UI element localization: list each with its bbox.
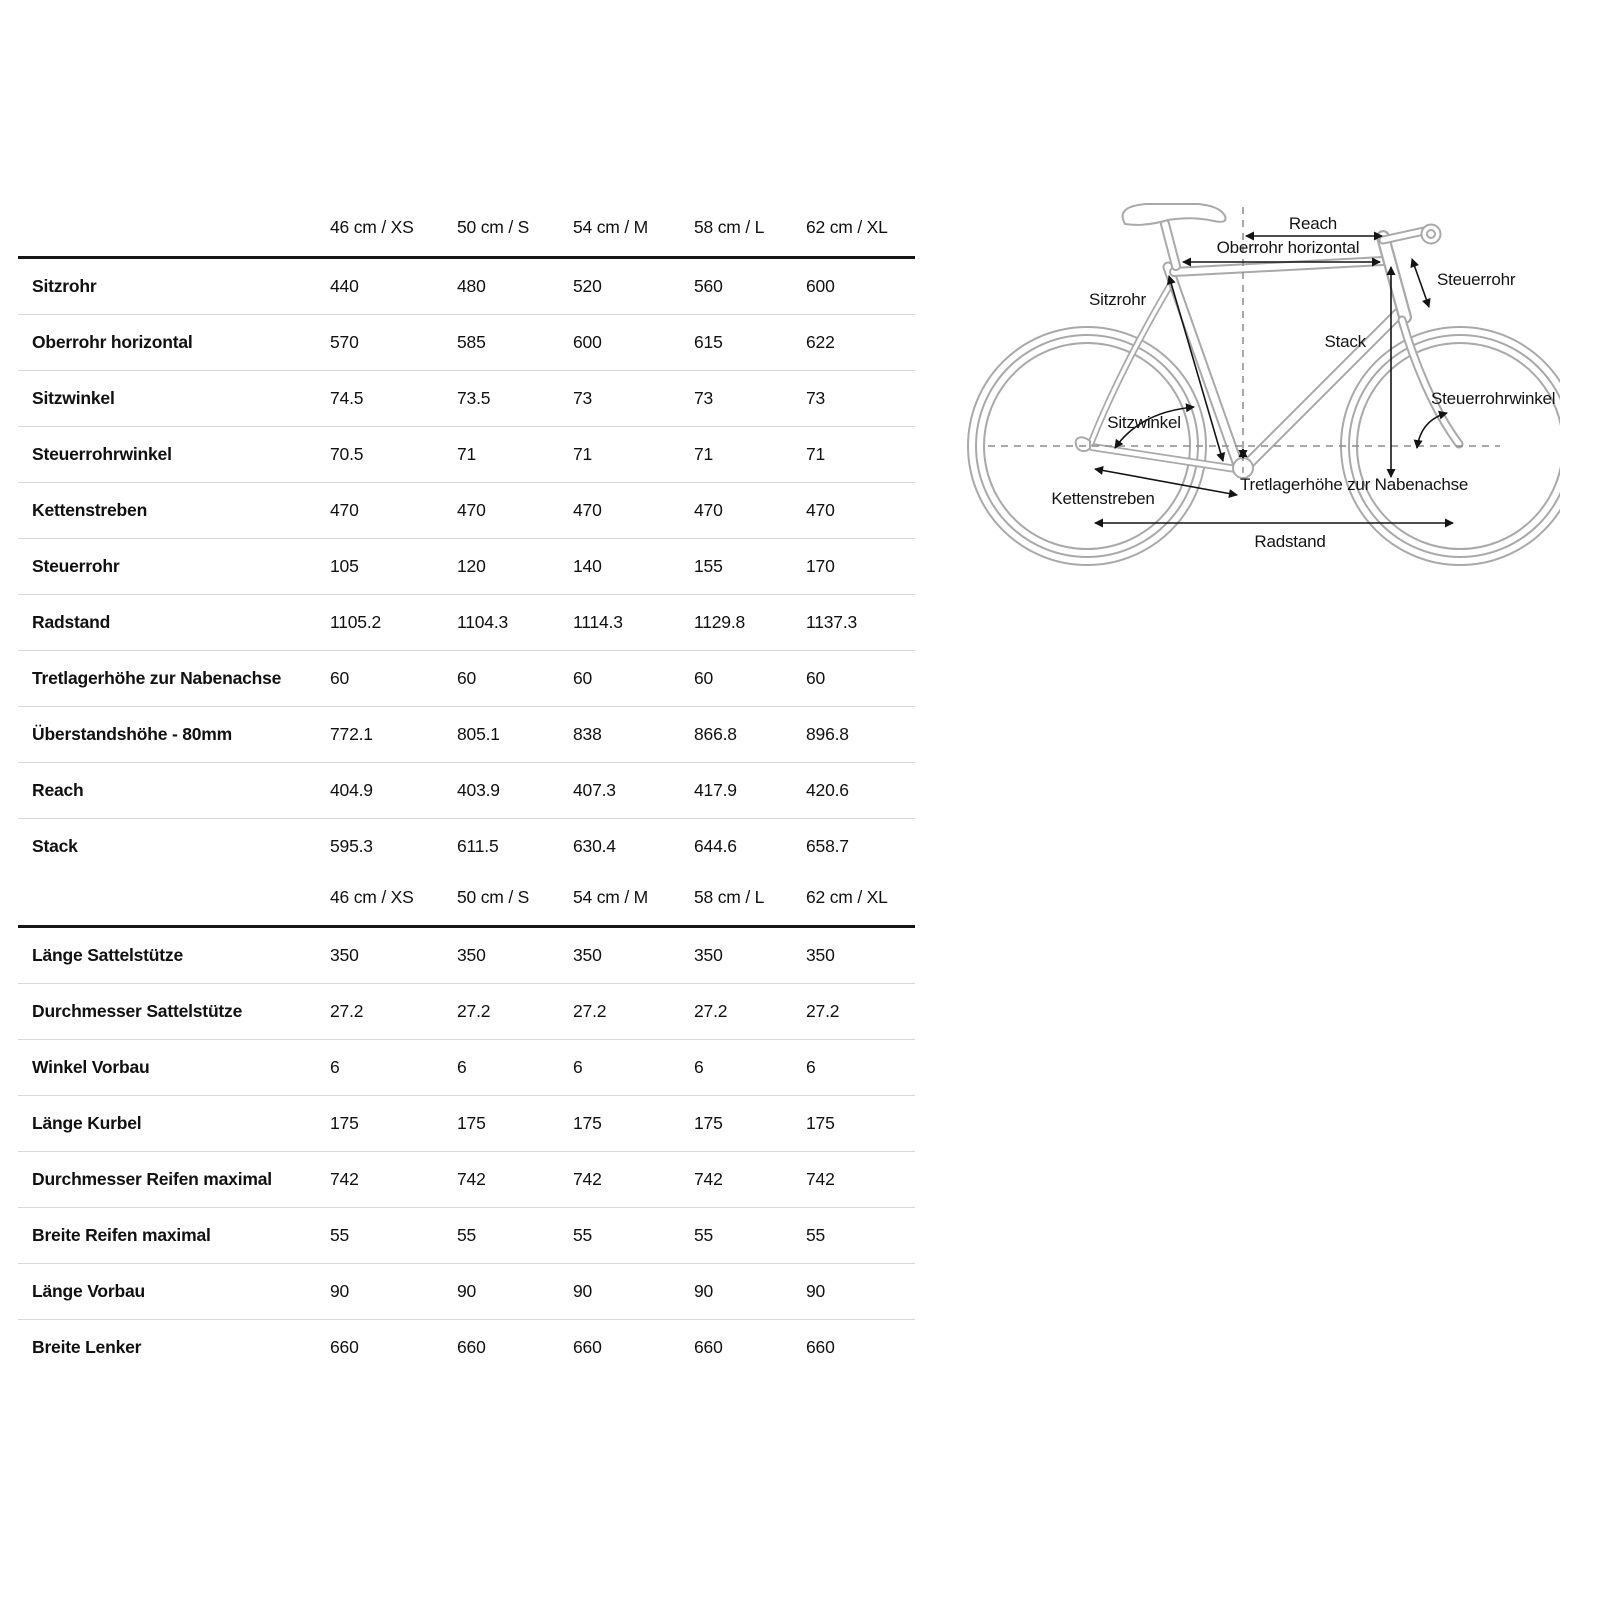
row-value: 660	[573, 1337, 602, 1357]
row-label: Durchmesser Sattelstütze	[32, 1001, 243, 1021]
row-value: 1114.3	[573, 612, 623, 632]
row-value: 350	[694, 945, 723, 965]
row-value: 90	[457, 1281, 477, 1301]
row-value: 350	[573, 945, 602, 965]
row-value: 73	[694, 388, 714, 408]
row-label: Oberrohr horizontal	[32, 332, 193, 352]
row-label: Breite Lenker	[32, 1337, 142, 1357]
rear-dropout-icon	[1076, 437, 1090, 451]
bike-geometry-diagram	[940, 185, 1560, 665]
table-row-sitzrohr	[18, 259, 915, 315]
row-value: 6	[694, 1057, 704, 1077]
row-value: 55	[694, 1225, 714, 1245]
row-label: Winkel Vorbau	[32, 1057, 150, 1077]
row-value: 71	[573, 444, 593, 464]
row-value: 470	[573, 500, 602, 520]
row-label: Überstandshöhe - 80mm	[32, 724, 233, 744]
table-row-breite-reifen	[18, 1208, 915, 1264]
row-value: 660	[330, 1337, 359, 1357]
row-value: 90	[806, 1281, 826, 1301]
row-value: 615	[694, 332, 723, 352]
size-col-header-m: 54 cm / M	[573, 216, 649, 237]
diagram-label-reach: Reach	[1288, 214, 1338, 233]
row-value: 170	[806, 556, 835, 576]
table-row-winkel-vorbau	[18, 1040, 915, 1096]
row-label: Kettenstreben	[32, 500, 148, 520]
row-value: 838	[573, 724, 602, 744]
table-row-tretlagerhoehe	[18, 651, 915, 707]
diagram-label-steuerrohr: Steuerrohr	[1437, 270, 1516, 289]
row-value: 60	[573, 668, 593, 688]
row-value: 90	[694, 1281, 714, 1301]
row-value: 600	[573, 332, 602, 352]
row-value: 55	[573, 1225, 593, 1245]
row-value: 470	[694, 500, 723, 520]
row-value: 55	[330, 1225, 350, 1245]
row-label: Durchmesser Reifen maximal	[32, 1169, 272, 1189]
row-value: 73	[806, 388, 826, 408]
table-row-oberrohr	[18, 315, 915, 371]
row-value: 71	[806, 444, 826, 464]
row-label: Steuerrohrwinkel	[32, 444, 172, 464]
size-col-header-xs: 46 cm / XS	[330, 887, 414, 907]
geometry-table-frame	[18, 198, 915, 874]
table-row-durchmesser-sattelstuetze	[18, 984, 915, 1040]
row-value: 896.8	[806, 724, 849, 744]
row-value: 6	[573, 1057, 583, 1077]
row-value: 175	[573, 1113, 602, 1133]
row-value: 520	[573, 276, 602, 296]
row-value: 560	[694, 276, 723, 296]
row-value: 470	[330, 500, 359, 520]
row-value: 417.9	[694, 780, 737, 800]
row-value: 73	[573, 388, 593, 408]
row-value: 1105.2	[330, 612, 382, 632]
row-value: 440	[330, 276, 359, 296]
diagram-label-tretlagerhoehe: Tretlagerhöhe zur Nabenachse	[1240, 475, 1469, 494]
steuerrohr-arrow	[1412, 259, 1429, 307]
row-label: Länge Vorbau	[32, 1281, 145, 1301]
row-value: 27.2	[573, 1001, 607, 1021]
row-value: 175	[806, 1113, 835, 1133]
row-value: 470	[806, 500, 835, 520]
row-value: 866.8	[694, 724, 737, 744]
diagram-label-radstand: Radstand	[1254, 532, 1326, 551]
row-value: 175	[457, 1113, 486, 1133]
row-label: Sitzwinkel	[32, 388, 115, 408]
geometry-table-components	[18, 870, 915, 1375]
table-row-laenge-kurbel	[18, 1096, 915, 1152]
row-value: 622	[806, 332, 835, 352]
row-value: 27.2	[330, 1001, 364, 1021]
row-value: 570	[330, 332, 359, 352]
row-label: Sitzrohr	[32, 276, 97, 296]
row-value: 27.2	[457, 1001, 491, 1021]
row-value: 611.5	[457, 836, 499, 856]
table-row-breite-lenker	[18, 1320, 915, 1375]
row-value: 71	[457, 444, 477, 464]
table-row-steuerrohr	[18, 539, 915, 595]
diagram-label-stack: Stack	[1324, 332, 1366, 351]
bike-frame-icon	[1076, 224, 1459, 469]
row-value: 630.4	[573, 836, 616, 856]
row-value: 90	[330, 1281, 350, 1301]
row-value: 480	[457, 276, 486, 296]
size-col-header-m: 54 cm / M	[573, 887, 649, 907]
row-value: 742	[806, 1169, 835, 1189]
table-row-laenge-vorbau	[18, 1264, 915, 1320]
handlebar-icon	[1422, 225, 1441, 244]
size-col-header-l: 58 cm / L	[694, 216, 765, 237]
row-value: 175	[694, 1113, 723, 1133]
size-col-header-xl: 62 cm / XL	[806, 216, 888, 237]
diagram-label-sitzrohr: Sitzrohr	[1089, 290, 1146, 309]
size-col-header-xs: 46 cm / XS	[330, 216, 414, 237]
row-value: 742	[330, 1169, 359, 1189]
diagram-label-kettenstreben: Kettenstreben	[1051, 489, 1155, 508]
row-value: 6	[330, 1057, 340, 1077]
row-value: 404.9	[330, 780, 373, 800]
row-value: 772.1	[330, 724, 373, 744]
diagram-label-steuerrohrwinkel: Steuerrohrwinkel	[1431, 389, 1556, 408]
row-value: 660	[806, 1337, 835, 1357]
row-value: 155	[694, 556, 723, 576]
table-row-ueberstandshoehe	[18, 707, 915, 763]
table-row-steuerrohrwinkel	[18, 427, 915, 483]
row-value: 660	[694, 1337, 723, 1357]
row-value: 470	[457, 500, 486, 520]
table-row-sitzwinkel	[18, 371, 915, 427]
row-value: 60	[694, 668, 714, 688]
row-value: 175	[330, 1113, 359, 1133]
saddle-icon	[1123, 204, 1226, 225]
table-row-kettenstreben	[18, 483, 915, 539]
row-value: 60	[330, 668, 350, 688]
diagram-label-sitzwinkel: Sitzwinkel	[1107, 413, 1181, 432]
row-value: 73.5	[457, 388, 491, 408]
size-col-header-s: 50 cm / S	[457, 887, 530, 907]
row-value: 105	[330, 556, 359, 576]
row-value: 6	[457, 1057, 467, 1077]
row-value: 644.6	[694, 836, 737, 856]
size-col-header-l: 58 cm / L	[694, 887, 765, 907]
row-value: 585	[457, 332, 486, 352]
row-value: 70.5	[330, 444, 364, 464]
front-wheel-icon	[1341, 327, 1560, 565]
row-value: 742	[694, 1169, 723, 1189]
row-value: 1137.3	[806, 612, 858, 632]
row-value: 350	[806, 945, 835, 965]
row-value: 658.7	[806, 836, 849, 856]
row-value: 600	[806, 276, 835, 296]
row-label: Tretlagerhöhe zur Nabenachse	[32, 668, 282, 688]
row-value: 74.5	[330, 388, 364, 408]
row-value: 27.2	[694, 1001, 728, 1021]
size-col-header-xl: 62 cm / XL	[806, 887, 888, 907]
size-header-row-2	[18, 870, 915, 928]
row-value: 742	[457, 1169, 486, 1189]
row-value: 350	[330, 945, 359, 965]
row-label: Länge Kurbel	[32, 1113, 142, 1133]
row-value: 55	[457, 1225, 477, 1245]
size-col-header-s: 50 cm / S	[457, 216, 530, 237]
row-value: 6	[806, 1057, 816, 1077]
table-row-laenge-sattelstuetze	[18, 928, 915, 984]
row-value: 595.3	[330, 836, 373, 856]
table-row-durchmesser-reifen	[18, 1152, 915, 1208]
row-label: Breite Reifen maximal	[32, 1225, 211, 1245]
row-value: 407.3	[573, 780, 616, 800]
row-value: 90	[573, 1281, 593, 1301]
table-row-radstand	[18, 595, 915, 651]
row-value: 403.9	[457, 780, 500, 800]
row-value: 660	[457, 1337, 486, 1357]
row-value: 420.6	[806, 780, 849, 800]
row-value: 140	[573, 556, 602, 576]
table-row-reach	[18, 763, 915, 819]
row-value: 350	[457, 945, 486, 965]
row-value: 60	[806, 668, 826, 688]
row-value: 60	[457, 668, 477, 688]
size-header-row	[18, 198, 915, 259]
row-label: Stack	[32, 836, 78, 856]
row-label: Steuerrohr	[32, 556, 120, 576]
row-value: 71	[694, 444, 714, 464]
row-label: Reach	[32, 780, 84, 800]
row-value: 1129.8	[694, 612, 746, 632]
row-value: 55	[806, 1225, 826, 1245]
row-label: Radstand	[32, 612, 111, 632]
row-value: 1104.3	[457, 612, 509, 632]
diagram-label-oberrohr: Oberrohr horizontal	[1216, 238, 1360, 257]
row-value: 120	[457, 556, 486, 576]
row-value: 742	[573, 1169, 602, 1189]
row-value: 805.1	[457, 724, 500, 744]
table-row-stack	[18, 819, 915, 874]
row-label: Länge Sattelstütze	[32, 945, 184, 965]
row-value: 27.2	[806, 1001, 840, 1021]
